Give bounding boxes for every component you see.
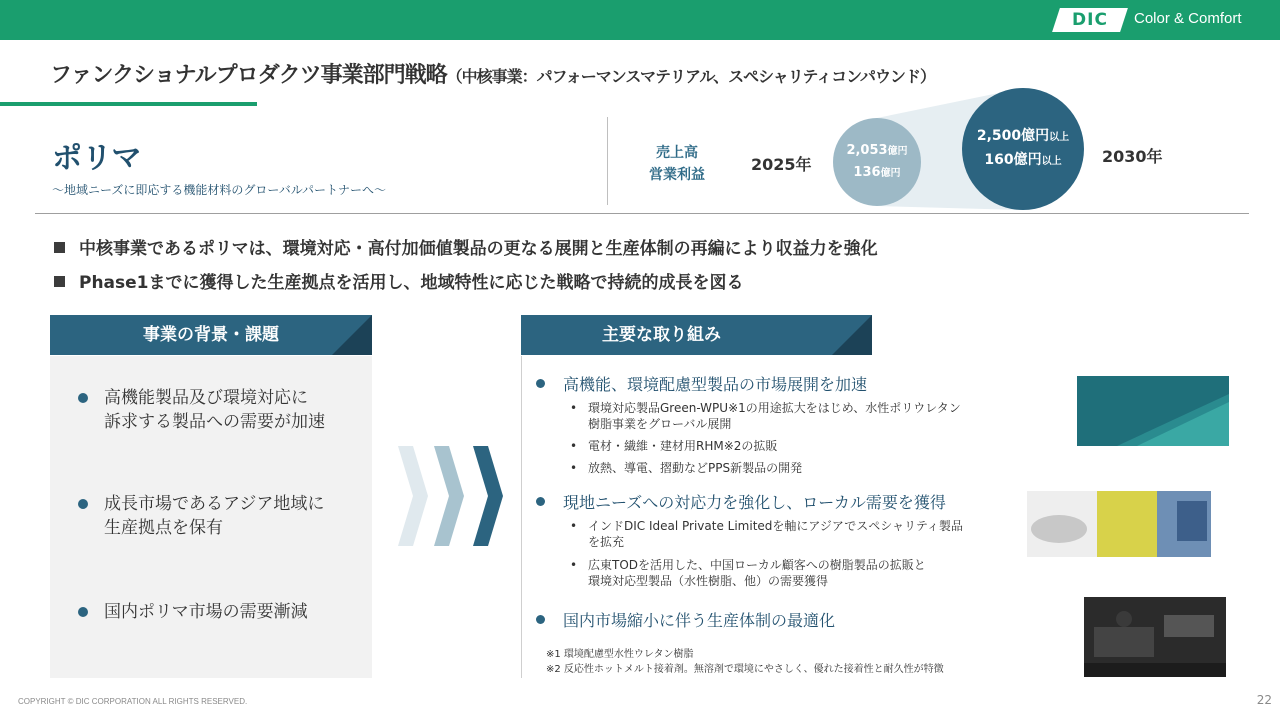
profit-2025: 136億円 — [853, 165, 901, 180]
initiative-2: 現地ニーズへの対応力を強化し、ローカル需要を獲得 — [536, 490, 946, 513]
copyright: COPYRIGHT © DIC CORPORATION ALL RIGHTS RESERVED. — [18, 697, 248, 706]
logo-text: DIC — [1072, 10, 1108, 30]
left-panel-heading: 事業の背景・課題 — [50, 315, 372, 355]
year-2025: 2025年 — [751, 155, 812, 174]
chevron-right-icon — [473, 446, 503, 546]
initiative-3: 国内市場縮小に伴う生産体制の最適化 — [536, 608, 835, 631]
tagline: Color & Comfort — [1134, 10, 1242, 27]
automotive-textile-image — [1027, 491, 1211, 557]
footnote-1: ※1 環境配慮型水性ウレタン樹脂 — [546, 649, 694, 660]
right-panel-rule — [521, 356, 522, 678]
year-2030: 2030年 — [1102, 147, 1163, 166]
kpi-label-sales: 売上高 — [656, 145, 698, 161]
initiative-1: 高機能、環境配慮型製品の市場展開を加速 — [536, 372, 867, 395]
engine-image — [1084, 597, 1226, 677]
left-panel: 高機能製品及び環境対応に 訴求する製品への需要が加速 成長市場であるアジア地域に 生産拠点を保有 国内ポリマ市場の需要漸減 — [50, 356, 372, 678]
chevron-right-icon — [398, 446, 428, 546]
segment-subtitle: 〜地域ニーズに即応する機能材料のグローバルパートナーへ〜 — [52, 183, 386, 197]
right-panel-heading: 主要な取り組み — [521, 315, 872, 355]
segment-name: ポリマ — [52, 141, 142, 176]
main-bullet-1: 中核事業であるポリマは、環境対応・高付加価値製品の更なる展開と生産体制の再編により収益力を強化 — [54, 234, 878, 259]
kpi-label-profit: 営業利益 — [649, 167, 705, 183]
main-bullet-2: Phase1までに獲得した生産拠点を活用し、地域特性に応じた戦略で持続的成長を図る — [54, 268, 744, 293]
bullet-dot-icon — [536, 497, 545, 506]
sales-2025: 2,053億円 — [846, 143, 908, 158]
bullet-dot-icon — [536, 379, 545, 388]
chevron-right-icon — [434, 446, 464, 546]
title-main: ファンクショナルプロダクツ事業部門戦略 — [50, 63, 447, 88]
page-number: 22 — [1256, 693, 1272, 707]
title-sub: （中核事業：パフォーマンスマテリアル、スペシャリティコンパウンド） — [446, 67, 936, 86]
fabric-product-image — [1077, 376, 1229, 446]
bullet-dot-icon — [536, 615, 545, 624]
sales-2030: 2,500億円以上 — [976, 128, 1070, 144]
footnote-2: ※2 反応性ホットメルト接着剤。無溶剤で環境にやさしく、優れた接着性と耐久性が特徴 — [546, 664, 944, 675]
profit-2030: 160億円以上 — [984, 152, 1062, 168]
